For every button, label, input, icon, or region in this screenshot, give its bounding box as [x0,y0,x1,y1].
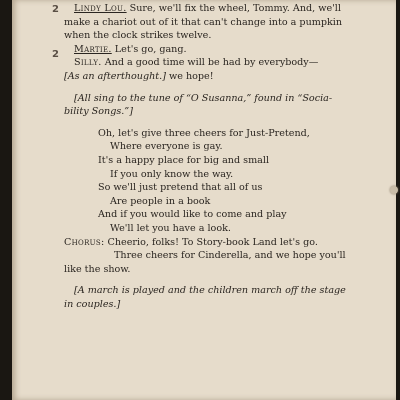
stage-direction-march-2: in couples.] [64,298,121,310]
speaker-chorus: Chorus: [64,236,105,248]
song-line: Where everyone is gay. [110,141,223,153]
chorus-line-1: Chorus: Cheerio, folks! To Story-book Land let's go. [64,236,318,248]
speaker-silly: Silly. [74,57,102,69]
line-silly-1: Silly. And a good time will be had by everybody— [74,57,319,69]
song-lyrics [64,127,376,236]
chorus-line-3: like the show. [64,263,131,275]
speaker-martie: Martie. [74,43,112,55]
speaker-lindy-lou: Lindy Lou. [74,3,127,14]
line-lindy-3: when the clock strikes twelve. [64,30,212,42]
stage-direction-sing-2: bility Songs.”] [64,106,133,118]
book-page [12,0,396,400]
line-lindy-2: make a chariot out of it that can't change into a pumpkin [64,16,343,28]
margin-mark-lindy: 2 [52,4,59,15]
song-line: Are people in a book [110,195,211,207]
stage-direction-sing-1: [All sing to the tune of “O Susanna,” found in “Socia- [74,92,333,104]
line-lindy-1: Lindy Lou. Sure, we'll fix the wheel, Tommy. And, we'll [74,3,341,14]
song-line: We'll let you have a look. [110,222,231,234]
chorus-line-2: Three cheers for Cinderella, and we hope you'll [114,250,346,262]
line-silly-2: [As an afterthought.] we hope! [64,70,214,82]
song-line: Oh, let's give three cheers for Just-Pretend, [98,127,310,139]
song-line: And if you would like to come and play [98,209,287,221]
line-martie: Martie. Let's go, gang. [74,43,187,55]
song-line: So we'll just pretend that all of us [98,182,263,194]
ink-spot [390,186,398,194]
song-line: It's a happy place for big and small [98,154,270,166]
script-text [64,2,376,311]
song-line: If you only know the way. [110,168,234,180]
stage-direction-march-1: [A march is played and the children march off the stage [74,285,346,297]
margin-mark-martie: 2 [52,49,59,60]
